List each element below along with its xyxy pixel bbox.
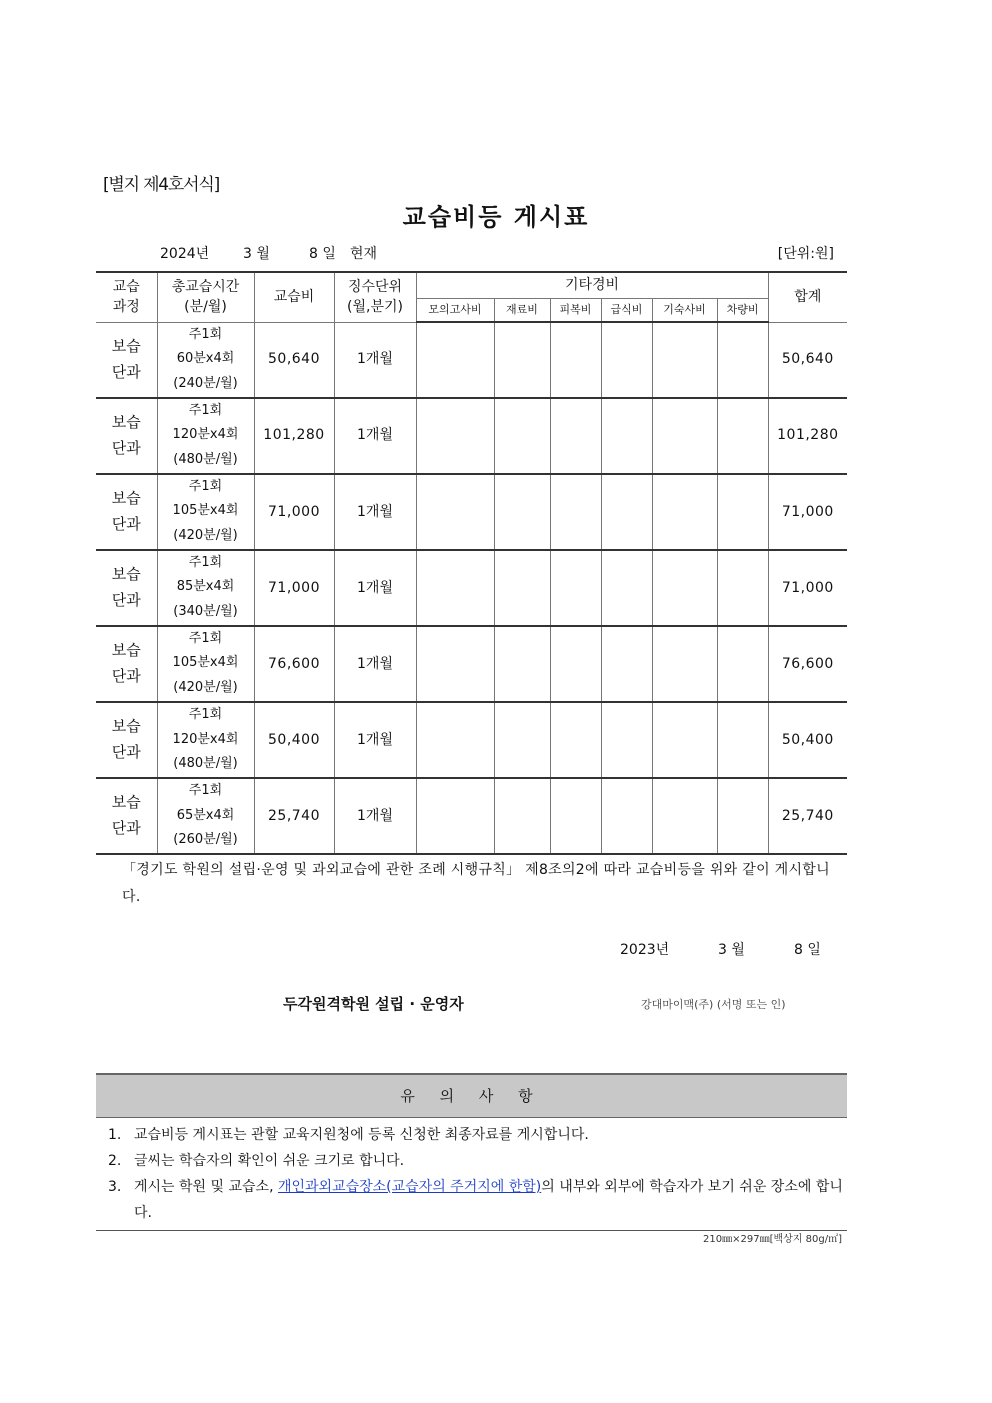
collection-unit-cell: 1개월 [334, 778, 416, 854]
mock-exam-cell [416, 398, 494, 474]
notice-box [96, 1073, 847, 1231]
course-cell [96, 778, 157, 854]
legal-notice-text: 「경기도 학원의 설립·운영 및 과외교습에 관한 조례 시행규칙」 제8조의2에 따라 교습비등을 위와 같이 게시합니다. [122, 862, 830, 905]
time-line: 85분x4회 [176, 579, 235, 595]
vehicle-cell [717, 398, 768, 474]
total-time-cell [157, 474, 254, 550]
course-line: 단과 [111, 438, 141, 457]
time-line: (420분/월) [173, 680, 238, 696]
time-line: 주1회 [188, 554, 223, 570]
total-time-cell [157, 626, 254, 702]
header-collection-unit [334, 272, 416, 322]
vehicle-cell [717, 474, 768, 550]
meals-cell [601, 626, 652, 702]
uniform-cell [550, 474, 601, 550]
time-line: 주1회 [188, 326, 223, 342]
collection-unit-cell: 1개월 [334, 626, 416, 702]
course-cell [96, 626, 157, 702]
date-suffix: 현재 [350, 246, 378, 262]
time-line: 120분x4회 [172, 731, 239, 747]
collection-unit-cell: 1개월 [334, 550, 416, 626]
fee-cell: 50,640 [254, 322, 334, 398]
time-line: 주1회 [188, 630, 223, 646]
fee-cell: 25,740 [254, 778, 334, 854]
course-cell [96, 398, 157, 474]
meals-cell [601, 474, 652, 550]
uniform-cell [550, 550, 601, 626]
total-cell: 76,600 [768, 626, 847, 702]
materials-cell [494, 702, 550, 778]
header-mock-exam: 모의고사비 [416, 299, 494, 323]
header-vehicle: 차량비 [717, 299, 768, 323]
time-line: 105분x4회 [172, 503, 239, 519]
header-meals: 급식비 [601, 299, 652, 323]
header-dormitory: 기숙사비 [652, 299, 717, 323]
table-row [96, 398, 847, 474]
time-line: 105분x4회 [172, 655, 239, 671]
header-other-costs: 기타경비 [416, 272, 768, 299]
vehicle-cell [717, 702, 768, 778]
mock-exam-cell [416, 322, 494, 398]
dormitory-cell [652, 702, 717, 778]
time-line: 120분x4회 [172, 427, 239, 443]
notice-item-2 [96, 1148, 847, 1174]
table-row [96, 626, 847, 702]
uniform-cell [550, 322, 601, 398]
meals-cell [601, 778, 652, 854]
time-line: (420분/월) [173, 528, 238, 543]
header-uniform: 피복비 [550, 299, 601, 323]
course-line: 단과 [111, 590, 141, 609]
notice-item-number: 1. [108, 1127, 122, 1143]
course-line: 단과 [111, 362, 141, 381]
vehicle-cell [717, 626, 768, 702]
vehicle-cell [717, 778, 768, 854]
page-title: 교습비등 게시표 [402, 203, 590, 231]
uniform-cell [550, 398, 601, 474]
total-time-cell [157, 550, 254, 626]
total-cell: 71,000 [768, 474, 847, 550]
course-line: 단과 [111, 514, 141, 533]
table-row [96, 778, 847, 854]
mock-exam-cell [416, 474, 494, 550]
course-line: 보습 [111, 337, 141, 356]
notice-item-number: 3. [108, 1179, 122, 1195]
form-label: [별지 제4호서식] [103, 175, 220, 195]
signature-day: 8 일 [794, 942, 821, 958]
collection-unit-cell: 1개월 [334, 398, 416, 474]
time-line: 주1회 [188, 782, 223, 798]
header-total-time [157, 272, 254, 322]
date-month: 3 월 [243, 246, 270, 262]
tutoring-location-link[interactable]: 개인과외교습장소(교습자의 주거지에 한함) [277, 1179, 542, 1195]
unit-label: [단위:원] [777, 246, 834, 262]
collection-unit-cell: 1개월 [334, 322, 416, 398]
dormitory-cell [652, 626, 717, 702]
meals-cell [601, 550, 652, 626]
notice-item-number: 2. [108, 1153, 122, 1169]
header-total-time-line1: 총교습시간 [171, 278, 240, 295]
time-line: (260분/월) [173, 832, 238, 848]
course-cell [96, 474, 157, 550]
course-line: 보습 [111, 565, 141, 584]
total-cell: 101,280 [768, 398, 847, 474]
fee-cell: 76,600 [254, 626, 334, 702]
notice-item-3 [96, 1174, 847, 1226]
header-course-line1: 교습 [112, 278, 140, 295]
total-time-cell [157, 702, 254, 778]
total-cell: 50,400 [768, 702, 847, 778]
collection-unit-cell: 1개월 [334, 474, 416, 550]
dormitory-cell [652, 322, 717, 398]
course-line: 단과 [111, 818, 141, 837]
dormitory-cell [652, 474, 717, 550]
materials-cell [494, 626, 550, 702]
meals-cell [601, 322, 652, 398]
materials-cell [494, 398, 550, 474]
paper-spec: 210㎜×297㎜[백상지 80g/㎡] [703, 1234, 842, 1245]
materials-cell [494, 550, 550, 626]
dormitory-cell [652, 550, 717, 626]
table-row [96, 550, 847, 626]
time-line: 주1회 [188, 706, 223, 722]
header-fee: 교습비 [254, 272, 334, 322]
total-time-cell [157, 778, 254, 854]
signer-label: 강대마이맥(주) (서명 또는 인) [641, 998, 786, 1011]
materials-cell [494, 778, 550, 854]
fee-table-body [96, 322, 847, 854]
time-line: 주1회 [188, 402, 223, 418]
signature-month: 3 월 [718, 942, 745, 958]
dormitory-cell [652, 398, 717, 474]
fee-cell: 101,280 [254, 398, 334, 474]
vehicle-cell [717, 550, 768, 626]
meals-cell [601, 398, 652, 474]
course-line: 단과 [111, 666, 141, 685]
header-materials: 재료비 [494, 299, 550, 323]
fee-cell: 71,000 [254, 550, 334, 626]
table-row [96, 322, 847, 398]
dormitory-cell [652, 778, 717, 854]
time-line: (480분/월) [173, 451, 238, 467]
course-line: 단과 [111, 742, 141, 761]
course-cell [96, 702, 157, 778]
collection-unit-cell: 1개월 [334, 702, 416, 778]
time-line: 주1회 [188, 478, 223, 494]
time-line: (340분/월) [173, 604, 238, 620]
materials-cell [494, 474, 550, 550]
notice-item-text: 교습비등 게시표는 관할 교육지원청에 등록 신청한 최종자료를 게시합니다. [134, 1127, 589, 1143]
course-line: 보습 [111, 793, 141, 812]
notice-item-text: 글씨는 학습자의 확인이 쉬운 크기로 합니다. [134, 1153, 405, 1169]
notice-header: 유 의 사 항 [96, 1073, 847, 1118]
total-time-cell [157, 398, 254, 474]
header-collection-unit-line1: 징수단위 [347, 278, 403, 295]
course-cell [96, 550, 157, 626]
course-line: 보습 [111, 641, 141, 660]
meals-cell [601, 702, 652, 778]
time-line: 60분x4회 [176, 351, 235, 367]
time-line: (240분/월) [173, 375, 238, 391]
fee-cell: 71,000 [254, 474, 334, 550]
notice-item-text-before: 게시는 학원 및 교습소, [134, 1179, 278, 1195]
table-row [96, 702, 847, 778]
time-line: 65분x4회 [176, 807, 235, 823]
total-cell: 71,000 [768, 550, 847, 626]
notice-item-1 [96, 1122, 847, 1148]
notice-item-text-after: 의 내부와 외부에 학습자가 보기 쉬운 장소에 합니다. [134, 1179, 843, 1221]
course-line: 보습 [111, 717, 141, 736]
header-total-time-line2: (분/월) [184, 299, 227, 316]
uniform-cell [550, 778, 601, 854]
vehicle-cell [717, 322, 768, 398]
date-year: 2024년 [160, 246, 210, 262]
uniform-cell [550, 626, 601, 702]
header-collection-unit-line2: (월,분기) [347, 299, 403, 316]
date-day: 8 일 [309, 246, 336, 262]
course-cell [96, 322, 157, 398]
course-line: 보습 [111, 489, 141, 508]
uniform-cell [550, 702, 601, 778]
time-line: (480분/월) [173, 756, 238, 772]
fee-cell: 50,400 [254, 702, 334, 778]
operator-label: 두각원격학원 설립 · 운영자 [283, 995, 464, 1013]
header-course-line2: 과정 [112, 299, 140, 316]
mock-exam-cell [416, 626, 494, 702]
mock-exam-cell [416, 702, 494, 778]
header-course [96, 272, 157, 322]
total-cell: 25,740 [768, 778, 847, 854]
fee-table [96, 271, 847, 855]
table-row [96, 474, 847, 550]
total-time-cell [157, 322, 254, 398]
signature-year: 2023년 [620, 942, 670, 958]
total-cell: 50,640 [768, 322, 847, 398]
mock-exam-cell [416, 550, 494, 626]
course-line: 보습 [111, 413, 141, 432]
materials-cell [494, 322, 550, 398]
header-total: 합계 [768, 272, 847, 322]
mock-exam-cell [416, 778, 494, 854]
